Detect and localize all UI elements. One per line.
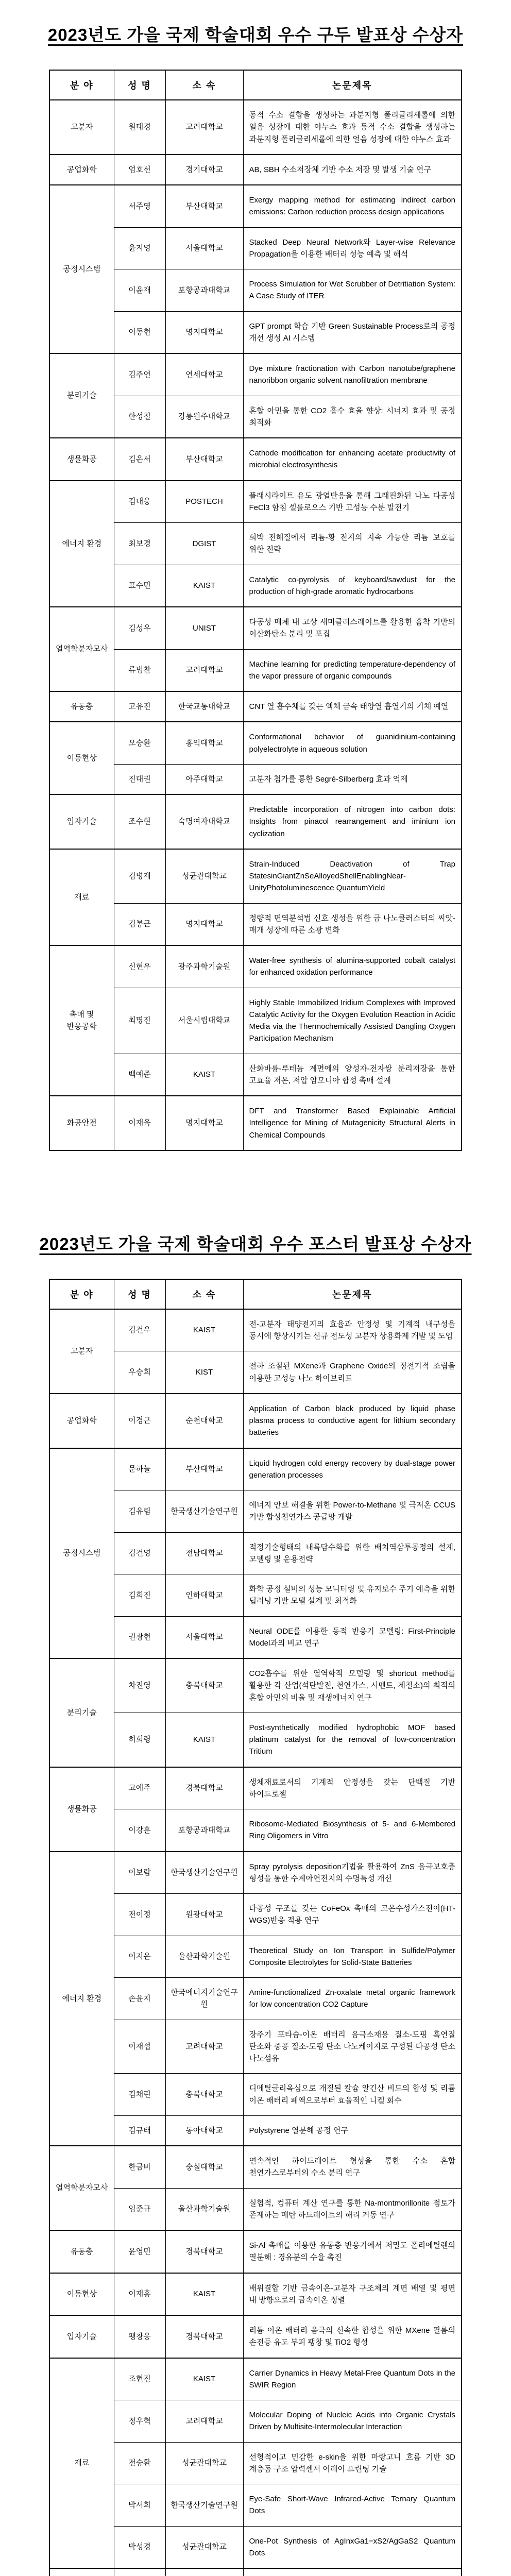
table-row — [49, 1394, 462, 1448]
title-cell: Application of Carbon black produced by liquid phase plasma process to conductive agent for lithium secondary batteries — [243, 1394, 462, 1448]
title-cell: 장주기 포타슘-이온 배터리 음극소재용 질소-도핑 흑연질 탄소와 중공 질소-도핑 탄소 나노케이지로 구성된 다공성 탄소 나노섬유 — [243, 2020, 462, 2074]
affiliation-cell: KAIST — [165, 1309, 243, 1351]
affiliation-cell: 원광대학교 — [165, 1894, 243, 1936]
name-cell: 조현진 — [114, 2358, 165, 2400]
affiliation-cell: 울산과학기술원 — [165, 2188, 243, 2230]
table-row — [49, 2568, 462, 2576]
affiliation-cell: 광주과학기술원 — [165, 945, 243, 988]
title-cell: Spray pyrolysis deposition기법을 활용하여 ZnS 음극보호층 형성을 통한 수계아연전지의 수명특성 개선 — [243, 1852, 462, 1894]
name-cell: 김대웅 — [114, 481, 165, 523]
name-cell: 윤지영 — [114, 227, 165, 269]
table-row — [49, 794, 462, 849]
name-cell: 김건영 — [114, 1532, 165, 1574]
affiliation-cell: 한국교통대학교 — [165, 691, 243, 722]
title-cell: Conformational behavior of guanidinium-containing polyelectrolyte in aqueous solution — [243, 722, 462, 764]
name-cell: 김주연 — [114, 353, 165, 396]
affiliation-cell: 고려대학교 — [165, 2400, 243, 2443]
affiliation-header: 소 속 — [165, 1279, 243, 1309]
field-header: 분 야 — [49, 70, 114, 100]
affiliation-cell: 성균관대학교 — [165, 2526, 243, 2568]
title-cell: Water-free synthesis of alumina-supported cobalt catalyst for enhanced oxidation performance — [243, 945, 462, 988]
affiliation-cell: 아주대학교 — [165, 764, 243, 794]
title-cell: CNT 열 흡수체를 갖는 액체 금속 태양열 흡열기의 기체 예열 — [243, 691, 462, 722]
title-cell: 리튬 이온 배터리 음극의 신속한 합성을 위한 MXene 필름의 손전등 유도 부피 팽창 및 TiO2 형성 — [243, 2315, 462, 2358]
field-cell: 입자기술 — [49, 794, 114, 849]
name-cell: 신현우 — [114, 945, 165, 988]
title-cell: Molecular Doping of Nucleic Acids into Organic Crystals Driven by Multisite-Intermolecular Interaction — [243, 2400, 462, 2443]
name-cell: 고유진 — [114, 691, 165, 722]
table-row — [49, 691, 462, 722]
field-cell: 재료 — [49, 2358, 114, 2569]
affiliation-cell: 경북대학교 — [165, 1767, 243, 1809]
name-cell: 문하늘 — [114, 1448, 165, 1490]
table-row — [49, 722, 462, 764]
affiliation-cell: 서울시립대학교 — [165, 988, 243, 1054]
title-cell: CO2흡수를 위한 열역학적 모델링 및 shortcut method를 활용한 각 산업(석탄발전, 천연가스, 시멘트, 제철소)의 최적의 혼합 아민의 비율 및 재생에너지 연구 — [243, 1658, 462, 1713]
title-cell: 혼합 아민을 통한 CO2 흡수 효율 향상: 시너지 효과 및 공정 최적화 — [243, 396, 462, 438]
table-row — [49, 1658, 462, 1713]
name-cell: 원태경 — [114, 100, 165, 155]
table-row — [49, 481, 462, 523]
title-cell: 화학 공정 설비의 성능 모니터링 및 유지보수 주기 예측을 위한 딥러닝 기반 모델 설계 및 최적화 — [243, 1574, 462, 1617]
name-cell: 이강훈 — [114, 1809, 165, 1852]
affiliation-cell: 전남대학교 — [165, 1532, 243, 1574]
affiliation-cell: 성균관대학교 — [165, 2442, 243, 2484]
field-cell: 공정시스템 — [49, 1448, 114, 1659]
field-cell: 재료 — [49, 849, 114, 945]
name-cell: 박성경 — [114, 2526, 165, 2568]
title-cell: GPT prompt 학습 기반 Green Sustainable Process로의 공정 개선 생성 AI 시스템 — [243, 311, 462, 353]
title-cell: 디메틸글리옥심으로 개질된 칼슘 알긴산 비드의 합성 및 리튬 이온 배터리 폐액으로부터 효율적인 니켈 회수 — [243, 2074, 462, 2116]
title-cell: AB, SBH 수소저장체 기반 수소 저장 및 발생 기술 연구 — [243, 155, 462, 185]
name-cell: 류범찬 — [114, 649, 165, 691]
table-row — [49, 353, 462, 396]
name-cell: 전승환 — [114, 2442, 165, 2484]
poster-awards-title: 2023년도 가을 국제 학술대회 우수 포스터 발표상 수상자 — [39, 1234, 472, 1253]
title-cell: Amine-functionalized Zn-oxalate metal organic framework for low concentration CO2 Capture — [243, 1978, 462, 2020]
field-cell: 생물화공 — [49, 438, 114, 481]
name-cell: 전이정 — [114, 1894, 165, 1936]
affiliation-cell: 고려대학교 — [165, 649, 243, 691]
title-cell: Theoretical Study on Ion Transport in Sulfide/Polymer Composite Electrolytes for Solid-State Batteries — [243, 1936, 462, 1978]
name-cell: 손윤지 — [114, 1978, 165, 2020]
affiliation-cell: 경북대학교 — [165, 2315, 243, 2358]
field-cell: 촉매 및 반응공학 — [49, 945, 114, 1096]
table-row — [49, 438, 462, 481]
affiliation-cell: KAIST — [165, 1054, 243, 1096]
affiliation-cell: 연세대학교 — [165, 353, 243, 396]
table-row — [49, 1852, 462, 1894]
name-cell: 이재홍 — [114, 2273, 165, 2316]
title-cell: Eye-Safe Short-Wave Infrared-Active Ternary Quantum Dots — [243, 2484, 462, 2527]
affiliation-cell: 서울대학교 — [165, 227, 243, 269]
name-cell: 김채린 — [114, 2074, 165, 2116]
affiliation-cell: 숭실대학교 — [165, 2146, 243, 2188]
name-cell — [114, 2568, 165, 2576]
name-cell: 김봉근 — [114, 903, 165, 945]
name-cell: 한금비 — [114, 2146, 165, 2188]
affiliation-cell: KAIST — [165, 2358, 243, 2400]
name-cell: 최보경 — [114, 523, 165, 565]
name-cell: 이지은 — [114, 1936, 165, 1978]
title-cell: One-Pot Synthesis of AgInxGa1−xS2/AgGaS2 Quantum Dots — [243, 2526, 462, 2568]
affiliation-cell: KAIST — [165, 2273, 243, 2316]
table-row — [49, 849, 462, 903]
field-cell: 유동층 — [49, 691, 114, 722]
header-row — [49, 1279, 462, 1309]
affiliation-cell: 고려대학교 — [165, 100, 243, 155]
title-cell: 다공성 매체 내 고상 세미클러스레이트를 활용한 흡착 기반의 이산화탄소 분리 및 포집 — [243, 607, 462, 649]
affiliation-cell: 명지대학교 — [165, 1096, 243, 1150]
affiliation-header: 소 속 — [165, 70, 243, 100]
affiliation-cell: DGIST — [165, 523, 243, 565]
name-cell: 김규태 — [114, 2115, 165, 2146]
name-cell: 허희령 — [114, 1713, 165, 1767]
name-cell: 김건우 — [114, 1309, 165, 1351]
affiliation-cell: 한국생산기술연구원 — [165, 2484, 243, 2527]
table-row — [49, 2358, 462, 2400]
name-header: 성 명 — [114, 70, 165, 100]
title-cell — [243, 2568, 462, 2576]
affiliation-cell: 동아대학교 — [165, 2115, 243, 2146]
field-cell: 유동층 — [49, 2230, 114, 2273]
title-cell: Predictable incorporation of nitrogen into carbon dots: Insights from pinacol rearrangement and iminium ion cyclization — [243, 794, 462, 849]
name-cell: 윤영민 — [114, 2230, 165, 2273]
title-cell: DFT and Transformer Based Explainable Artificial Intelligence for Mining of Mutagenicity Structural Alerts in Chemical Compounds — [243, 1096, 462, 1150]
title-cell: 적정기술형태의 내륙담수화를 위한 배치역삼투공정의 설계, 모델링 및 운용전략 — [243, 1532, 462, 1574]
field-cell: 공업화학 — [49, 1394, 114, 1448]
title-cell: Process Simulation for Wet Scrubber of Detritiation System: A Case Study of ITER — [243, 269, 462, 312]
title-cell: 생체재료로서의 기계적 안정성을 갖는 단백질 기반 하이드로젤 — [243, 1767, 462, 1809]
title-cell: Cathode modification for enhancing acetate productivity of microbial electrosynthesis — [243, 438, 462, 481]
table-row — [49, 2315, 462, 2358]
affiliation-cell: 부산대학교 — [165, 1448, 243, 1490]
name-cell: 박서희 — [114, 2484, 165, 2527]
table-row — [49, 607, 462, 649]
name-cell: 김은서 — [114, 438, 165, 481]
title-cell: Ribosome-Mediated Biosynthesis of 5- and 6-Membered Ring Oligomers in Vitro — [243, 1809, 462, 1852]
affiliation-cell: KAIST — [165, 1713, 243, 1767]
affiliation-cell: 부산대학교 — [165, 185, 243, 227]
name-cell: 조수현 — [114, 794, 165, 849]
affiliation-cell: 홍익대학교 — [165, 722, 243, 764]
title-cell: 정량적 면역분석법 신호 생성을 위한 금 나노클러스터의 씨앗-매개 성장에 따른 소광 변화 — [243, 903, 462, 945]
oral-awards-title: 2023년도 가을 국제 학술대회 우수 구두 발표상 수상자 — [47, 25, 464, 44]
title-cell: Highly Stable Immobilized Iridium Complexes with Improved Catalytic Activity for the Oxygen Evolution Reaction in Acidic Media via the Thermochemically Assisted Dangling Oxygen Participation Mechanism — [243, 988, 462, 1054]
title-cell: Stacked Deep Neural Network와 Layer-wise Relevance Propagation을 이용한 배터리 성능 예측 및 해석 — [243, 227, 462, 269]
title-cell: 전하 조절된 MXene과 Graphene Oxide의 정전기적 조립을 이용한 고성능 나노 하이브리드 — [243, 1351, 462, 1394]
title-cell: 고분자 첨가를 통한 Segré-Silberberg 효과 억제 — [243, 764, 462, 794]
name-header: 성 명 — [114, 1279, 165, 1309]
title-cell: Polystyrene 열분해 공정 연구 — [243, 2115, 462, 2146]
field-cell: 분리기술 — [49, 1658, 114, 1767]
title-cell: Si-Al 촉매를 이용한 유동층 반응기에서 저밀도 폴리에틸렌의 열분해 : 경유분의 수율 촉진 — [243, 2230, 462, 2273]
field-cell: 공정시스템 — [49, 185, 114, 353]
name-cell: 서주영 — [114, 185, 165, 227]
field-cell: 에너지 환경 — [49, 1852, 114, 2146]
title-cell: 희박 전해질에서 리튬-황 전지의 지속 가능한 리튬 보호를 위한 전략 — [243, 523, 462, 565]
title-cell: Neural ODE를 이용한 동적 반응기 모델링: First-Principle Model과의 비교 연구 — [243, 1616, 462, 1658]
name-cell: 진대권 — [114, 764, 165, 794]
name-cell: 고예주 — [114, 1767, 165, 1809]
title-cell: 에너지 안보 해결을 위한 Power-to-Methane 및 극저온 CCUS 기반 합성천연가스 공급망 개발 — [243, 1490, 462, 1533]
affiliation-cell: POSTECH — [165, 481, 243, 523]
title-cell: 배위결합 기반 금속이온-고분자 구조체의 계면 배열 및 평면 내 방향으로의 금속이온 정렬 — [243, 2273, 462, 2316]
affiliation-cell: 포항공과대학교 — [165, 1809, 243, 1852]
name-cell: 우승희 — [114, 1351, 165, 1394]
name-cell: 최명진 — [114, 988, 165, 1054]
title-cell: Strain-Induced Deactivation of Trap StatesinGiantZnSeAlloyedShellEnablingNear-UnityPhotoluminescence QuantumYield — [243, 849, 462, 903]
paper-title-header: 논문제목 — [243, 1279, 462, 1309]
title-cell: Machine learning for predicting temperature-dependency of the vapor pressure of organic compounds — [243, 649, 462, 691]
table-row — [49, 2146, 462, 2188]
field-cell: 화공안전 — [49, 1096, 114, 1150]
table-row — [49, 1767, 462, 1809]
name-cell: 정우혁 — [114, 2400, 165, 2443]
name-cell: 김병재 — [114, 849, 165, 903]
name-cell: 표수민 — [114, 565, 165, 607]
affiliation-cell: 경북대학교 — [165, 2230, 243, 2273]
affiliation-cell: 포항공과대학교 — [165, 269, 243, 312]
field-cell: 이동현상 — [49, 722, 114, 794]
field-cell: 입자기술 — [49, 2315, 114, 2358]
affiliation-cell: 충북대학교 — [165, 1658, 243, 1713]
title-cell: 다공성 구조를 갖는 CoFeOx 촉매의 고온수성가스전이(HT-WGS)반응 적용 연구 — [243, 1894, 462, 1936]
oral-awards-table — [49, 70, 462, 1151]
affiliation-cell: 충북대학교 — [165, 2074, 243, 2116]
title-cell: Liquid hydrogen cold energy recovery by dual-stage power generation processes — [243, 1448, 462, 1490]
field-cell: 고분자 — [49, 1309, 114, 1394]
field-cell: 고분자 — [49, 100, 114, 155]
table-row — [49, 2230, 462, 2273]
name-cell: 한성철 — [114, 396, 165, 438]
name-cell: 이재섭 — [114, 2020, 165, 2074]
title-cell: Exergy mapping method for estimating indirect carbon emissions: Carbon reduction process design applications — [243, 185, 462, 227]
affiliation-cell: 울산과학기술원 — [165, 1936, 243, 1978]
table-row — [49, 100, 462, 155]
name-cell: 오승환 — [114, 722, 165, 764]
affiliation-cell: 명지대학교 — [165, 903, 243, 945]
affiliation-cell: 서울대학교 — [165, 1616, 243, 1658]
field-cell: 이동현상 — [49, 2273, 114, 2316]
affiliation-cell: 경기대학교 — [165, 155, 243, 185]
table-row — [49, 1448, 462, 1490]
name-cell: 이재욱 — [114, 1096, 165, 1150]
title-cell: Dye mixture fractionation with Carbon nanotube/graphene nanoribbon organic solvent nanofiltration membrane — [243, 353, 462, 396]
title-cell: 실험적, 컴퓨터 계산 연구를 통한 Na-montmorillonite 점토가 존재하는 메탄 하드레이트의 해리 거동 연구 — [243, 2188, 462, 2230]
field-cell: 열역학분자모사 — [49, 2146, 114, 2230]
title-cell: 산화바륨-루테늄 계면에의 양성자-전자쌍 분리저장을 통한 고효율 저온, 저압 암모니아 합성 촉매 설계 — [243, 1054, 462, 1096]
name-cell: 차진영 — [114, 1658, 165, 1713]
field-cell — [49, 2568, 114, 2576]
name-cell: 엄호선 — [114, 155, 165, 185]
table-row — [49, 185, 462, 227]
affiliation-cell: 강릉원주대학교 — [165, 396, 243, 438]
affiliation-cell: 한국에너지기술연구원 — [165, 1978, 243, 2020]
name-cell: 김유림 — [114, 1490, 165, 1533]
name-cell: 권광현 — [114, 1616, 165, 1658]
affiliation-cell: KIST — [165, 1351, 243, 1394]
title-cell: 동적 수소 결합을 생성하는 과분지형 폴리글리세롤에 의한 얼음 성장에 대한 야누스 효과 동적 수소 결합을 생성하는 과분지형 폴리글리세롤에 의한 얼음 성장에 대한 야누스 효과 — [243, 100, 462, 155]
name-cell: 이보람 — [114, 1852, 165, 1894]
header-row — [49, 70, 462, 100]
name-cell: 이동현 — [114, 311, 165, 353]
table-row — [49, 945, 462, 988]
table-row — [49, 1309, 462, 1351]
field-cell: 분리기술 — [49, 353, 114, 438]
paper-title-header: 논문제목 — [243, 70, 462, 100]
field-cell: 에너지 환경 — [49, 481, 114, 607]
affiliation-cell: 순천대학교 — [165, 1394, 243, 1448]
title-cell: 전-고분자 태양전지의 효율과 안정성 및 기계적 내구성을 동시에 향상시키는 신규 전도성 고분자 상용화제 개발 및 도입 — [243, 1309, 462, 1351]
poster-awards-table — [49, 1279, 462, 2576]
title-cell: 선형적이고 민감한 e-skin을 위한 마랑고니 흐름 기반 3D 계층돔 구조 압력센서 어레이 프린팅 기술 — [243, 2442, 462, 2484]
table-row — [49, 155, 462, 185]
affiliation-cell: 부산대학교 — [165, 438, 243, 481]
name-cell: 임준규 — [114, 2188, 165, 2230]
affiliation-cell: 한국생산기술연구원 — [165, 1490, 243, 1533]
name-cell: 백예준 — [114, 1054, 165, 1096]
affiliation-cell — [165, 2568, 243, 2576]
name-cell: 이경근 — [114, 1394, 165, 1448]
affiliation-cell: 고려대학교 — [165, 2020, 243, 2074]
affiliation-cell: 숙명여자대학교 — [165, 794, 243, 849]
title-cell: 플래시라이트 유도 광열반응을 통해 그래핀화된 나노 다공성 FeCl3 함침 셀룰로오스 기반 고성능 수분 발전기 — [243, 481, 462, 523]
title-cell: Carrier Dynamics in Heavy Metal-Free Quantum Dots in the SWIR Region — [243, 2358, 462, 2400]
table-row — [49, 1096, 462, 1150]
title-cell: Post-synthetically modified hydrophobic MOF based platinum catalyst for the removal of low-concentration Tritium — [243, 1713, 462, 1767]
title-cell: Catalytic co-pyrolysis of keyboard/sawdust for the production of high-grade aromatic hydrocarbons — [243, 565, 462, 607]
table-row — [49, 2273, 462, 2316]
affiliation-cell: 인하대학교 — [165, 1574, 243, 1617]
affiliation-cell: 한국생산기술연구원 — [165, 1852, 243, 1894]
name-cell: 김성우 — [114, 607, 165, 649]
field-cell: 공업화학 — [49, 155, 114, 185]
affiliation-cell: 명지대학교 — [165, 311, 243, 353]
name-cell: 김희진 — [114, 1574, 165, 1617]
affiliation-cell: KAIST — [165, 565, 243, 607]
field-cell: 생물화공 — [49, 1767, 114, 1852]
affiliation-cell: 성균관대학교 — [165, 849, 243, 903]
affiliation-cell: UNIST — [165, 607, 243, 649]
field-header: 분 야 — [49, 1279, 114, 1309]
name-cell: 팽창웅 — [114, 2315, 165, 2358]
title-cell: 연속적인 하이드레이트 형성을 통한 수소 혼합 천연가스로부터의 수소 분리 연구 — [243, 2146, 462, 2188]
name-cell: 이윤재 — [114, 269, 165, 312]
field-cell: 열역학분자모사 — [49, 607, 114, 691]
